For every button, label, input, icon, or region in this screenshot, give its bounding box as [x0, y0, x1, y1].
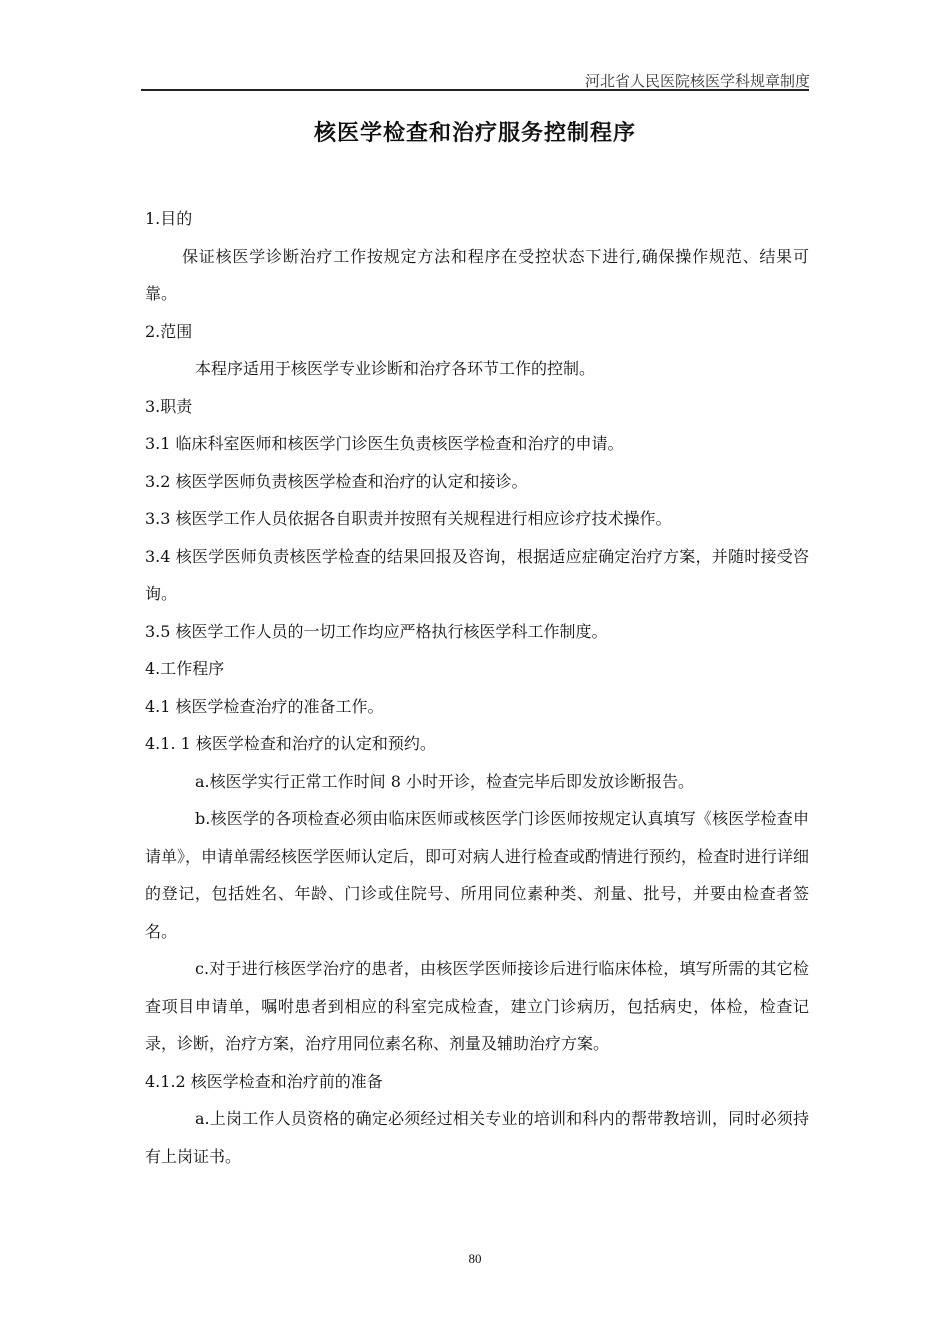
section-heading-procedure: 4.工作程序 — [145, 659, 225, 678]
paragraph-duty-3-3: 3.3 核医学工作人员依据各自职责并按照有关规程进行相应诊疗技术操作。 — [145, 509, 672, 528]
running-header: 河北省人民医院核医学科规章制度 — [584, 72, 810, 90]
section-heading-duties: 3.职责 — [145, 396, 193, 416]
paragraph-procedure-4-1-1: 4.1. 1 核医学检查和治疗的认定和预约。 — [145, 734, 436, 753]
paragraph-procedure-4-1: 4.1 核医学检查治疗的准备工作。 — [145, 696, 384, 716]
header-rule — [141, 89, 809, 91]
paragraph-procedure-4-1-2-a: a.上岗工作人员资格的确定必须经过相关专业的培训和科内的帮带教培训，同时必须持有上岗证书。 — [145, 1109, 809, 1166]
paragraph-procedure-4-1-2: 4.1.2 核医学检查和治疗前的准备 — [145, 1071, 383, 1091]
page-number: 80 — [468, 1251, 482, 1266]
paragraph-duty-3-5: 3.5 核医学工作人员的一切工作均应严格执行核医学科工作制度。 — [145, 621, 608, 641]
paragraph-duty-3-1: 3.1 临床科室医师和核医学门诊医生负责核医学检查和治疗的申请。 — [145, 434, 624, 453]
paragraph-scope: 本程序适用于核医学专业诊断和治疗各环节工作的控制。 — [195, 359, 596, 378]
section-heading-scope: 2.范围 — [145, 321, 193, 341]
paragraph-duty-3-4: 3.4 核医学医师负责核医学检查的结果回报及咨询，根据适应症确定治疗方案，并随时接受咨询。 — [145, 546, 809, 603]
paragraph-purpose: 保证核医学诊断治疗工作按规定方法和程序在受控状态下进行,确保操作规范、结果可靠。 — [145, 246, 809, 303]
document-title: 核医学检查和治疗服务控制程序 — [313, 121, 636, 146]
paragraph-procedure-4-1-1-a: a.核医学实行正常工作时间 8 小时开诊，检查完毕后即发放诊断报告。 — [195, 771, 694, 791]
paragraph-procedure-4-1-1-c: c.对于进行核医学治疗的患者，由核医学医师接诊后进行临床体检，填写所需的其它检查项目申请单，嘱咐患者到相应的科室完成检查，建立门诊病历，包括病史，体检，检查记录，诊断，治疗方案，治疗用同位素名称、剂量及辅助治疗方案。 — [145, 959, 809, 1053]
paragraph-duty-3-2: 3.2 核医学医师负责核医学检查和治疗的认定和接诊。 — [145, 471, 528, 491]
paragraph-procedure-4-1-1-b: b.核医学的各项检查必须由临床医师或核医学门诊医师按规定认真填写《核医学检查申请单》，申请单需经核医学医师认定后，即可对病人进行检查或酌情进行预约，检查时进行详细的登记，包括姓名、年龄、门诊或住院号、所用同位素种类、剂量、批号，并要由检查者签名。 — [145, 809, 810, 941]
document-body — [145, 200, 809, 1175]
section-heading-purpose: 1.目的 — [145, 209, 193, 228]
